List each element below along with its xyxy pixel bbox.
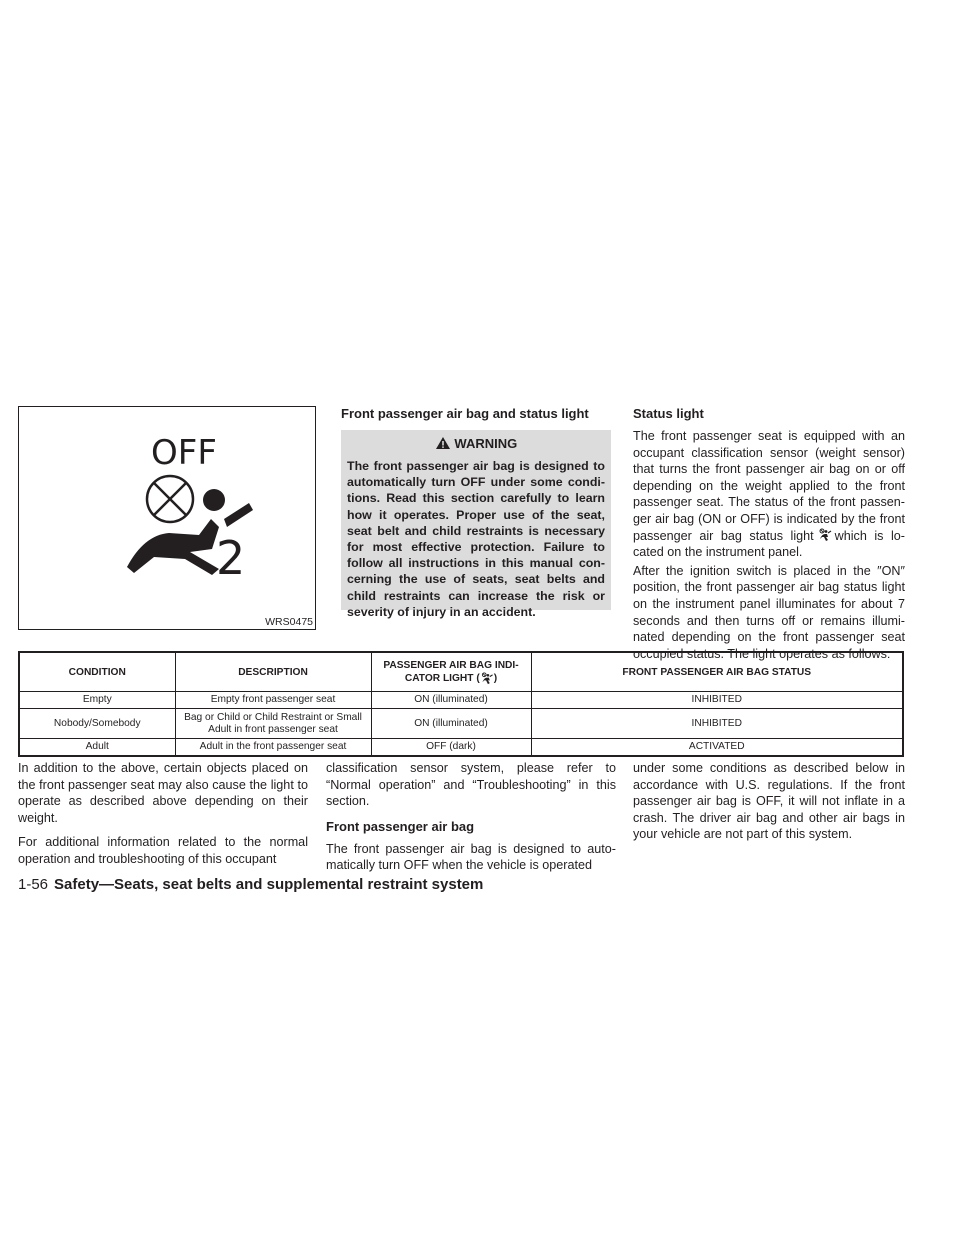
front-passenger-air-bag-heading: Front passenger air bag [326, 818, 475, 834]
status-table [18, 651, 904, 757]
cell-description-line2: Adult in front passenger seat [208, 723, 338, 735]
bottom-column-1 [18, 760, 308, 868]
bottom-col1-paragraph-1: In addition to the above, certain objects placed on the front passenger seat may also cause the light to operate as described above depending on their weight. [18, 761, 308, 825]
section-title: Safety—Seats, seat belts and supplemental restraint system [54, 876, 484, 893]
cell-status: INHIBITED [531, 692, 903, 709]
bottom-col3-paragraph-1: under some conditions as described below in accordance with U.S. regulations. If the front passenger air bag is OFF, it will not inflate in a crash. The driver air bag and other air bags in your vehicle are not part of this system. [633, 761, 905, 842]
warning-text: The front passenger air bag is designed to automatically turn OFF under some condi-tions. Read this section carefully to learn how it operates. Proper use of the seat, seat belt and child restraints is necessary for most effective protection. Failure to follow all instructions in this manual con-cerning the use of seats, seat belts and child restraints can increase the risk or severity of injury in an accident. [347, 459, 605, 619]
bottom-col1-paragraph-2: For additional information related to the normal operation and troubleshooting of this occupant [18, 835, 308, 866]
warning-title [347, 434, 605, 454]
cell-condition: Empty [19, 692, 175, 709]
status-light-paragraph-1b: which is lo-cated on the instrument panel. [633, 528, 905, 560]
bottom-column-2 [326, 760, 616, 874]
page-footer [18, 876, 483, 893]
status-light-paragraph-1 [633, 428, 905, 561]
cell-description [175, 709, 371, 739]
passenger-airbag-off-icon [19, 407, 315, 629]
warning-box [341, 430, 611, 619]
header-description: DESCRIPTION [175, 652, 371, 692]
cell-description: Empty front passenger seat [175, 692, 371, 709]
header-indicator-line1: PASSENGER AIR BAG INDI- [383, 659, 519, 671]
warning-title-text: WARNING [454, 436, 518, 451]
cell-light: ON (illuminated) [371, 709, 531, 739]
cell-status: INHIBITED [531, 709, 903, 739]
cell-description: Adult in the front passenger seat [175, 739, 371, 756]
figure-code: WRS0475 [265, 616, 313, 628]
cell-light: ON (illuminated) [371, 692, 531, 709]
airbag-status-light-icon [480, 672, 494, 685]
table-row [19, 739, 903, 756]
cell-light: OFF (dark) [371, 739, 531, 756]
header-condition: CONDITION [19, 652, 175, 692]
seat-number: 2 [216, 531, 246, 585]
header-indicator [371, 652, 531, 692]
status-light-paragraph-2: After the ignition switch is placed in the ″ON″ position, the front passenger air bag status light on the instrument panel illuminates for about 7 seconds and then turns off or remains illumi-nated depending on the front passenger seat occupied status. The light operates as follows: [633, 563, 905, 661]
header-indicator-close: ) [493, 673, 498, 685]
warning-icon [435, 436, 451, 450]
cell-condition: Adult [19, 739, 175, 756]
status-light-paragraph-1a: The front passenger seat is equipped with an occupant classification sensor (weight sensor) that turns the front passenger air bag on or off depending on the weight applied to the front passenger seat. The status of the front passen-ger air bag (ON or OFF) is indicated by the front passenger air bag status light [633, 429, 905, 543]
cell-condition: Nobody/Somebody [19, 709, 175, 739]
off-label: OFF [151, 433, 217, 473]
bottom-col2-paragraph-1: classification sensor system, please refer to “Normal operation” and “Troubleshooting” in this section. [326, 761, 616, 809]
table-header-row [19, 652, 903, 692]
page-number: 1-56 [18, 876, 49, 893]
bottom-col2-paragraph-2: The front passenger air bag is designed to auto-matically turn OFF when the vehicle is operated [326, 841, 616, 873]
status-light-heading: Status light [633, 406, 704, 421]
bottom-column-3 [633, 760, 905, 843]
header-status: FRONT PASSENGER AIR BAG STATUS [531, 652, 903, 692]
status-light-text [633, 428, 905, 662]
header-indicator-line2: CATOR LIGHT ( [404, 673, 480, 685]
table-row [19, 709, 903, 739]
airbag-off-figure [18, 406, 316, 630]
table-row [19, 692, 903, 709]
cell-description-line1: Bag or Child or Child Restraint or Small [184, 711, 362, 723]
airbag-status-light-icon [818, 528, 832, 542]
cell-status: ACTIVATED [531, 739, 903, 756]
section-heading: Front passenger air bag and status light [341, 406, 589, 421]
